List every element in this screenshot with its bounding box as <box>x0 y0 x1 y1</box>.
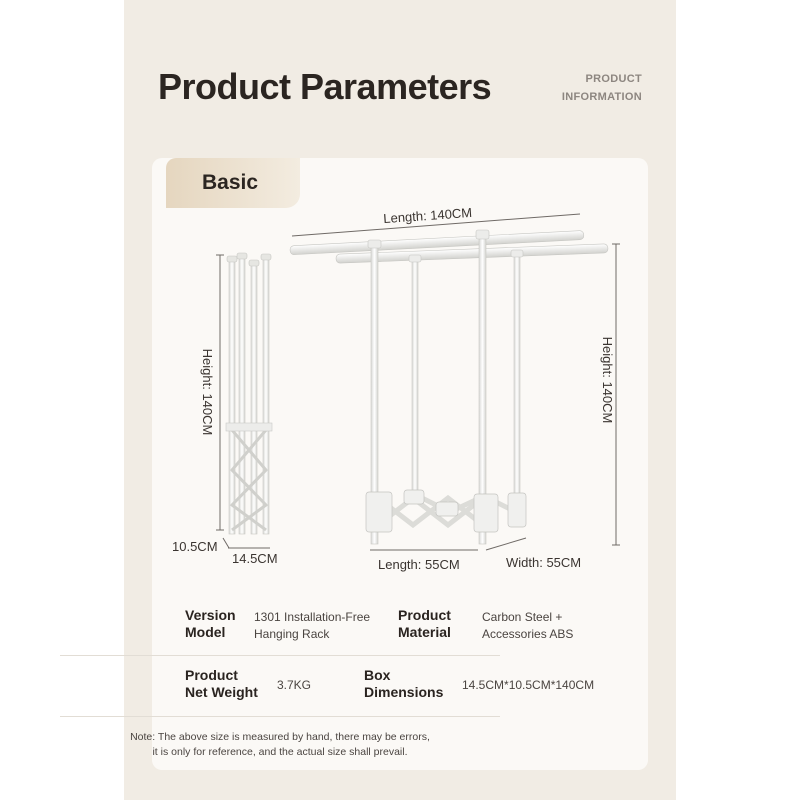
material-label-line-1: Product <box>398 607 451 623</box>
assembled-rack-illustration <box>290 205 620 572</box>
version-model-label <box>185 607 236 641</box>
material-value-line-2: Accessories ABS <box>482 627 574 641</box>
note-line-2: it is only for reference, and the actual size shall prevail. <box>152 746 408 758</box>
tab-basic-label: Basic <box>202 171 259 194</box>
subtitle-line-1: PRODUCT <box>585 73 642 85</box>
base-width-dimension-line <box>486 538 526 550</box>
material-value-line-1: Carbon Steel + <box>482 610 563 624</box>
measurement-note <box>60 730 500 760</box>
net-weight-label <box>185 667 258 701</box>
net-weight-label-line-1: Product <box>185 667 238 683</box>
folded-height-label: Height: 140CM <box>200 348 215 436</box>
box-dimensions-label <box>364 667 443 701</box>
version-model-value-line-1: 1301 Installation-Free <box>254 610 371 624</box>
net-weight-label-line-2: Net Weight <box>185 684 258 700</box>
subtitle-line-2: INFORMATION <box>561 91 642 103</box>
box-dimensions-label-line-2: Dimensions <box>364 684 444 700</box>
spec-divider <box>60 655 500 656</box>
folded-rack-illustration <box>172 253 278 566</box>
base-length-label: Length: 55CM <box>378 557 460 572</box>
material-label-line-2: Material <box>398 624 451 640</box>
material-label <box>398 607 451 641</box>
version-model-label-line-2: Model <box>185 624 226 640</box>
page-title: Product Parameters <box>158 66 492 107</box>
net-weight-value: 3.7KG <box>277 678 312 692</box>
spec-divider-bottom <box>60 716 500 717</box>
folded-width-label: 14.5CM <box>232 551 278 566</box>
version-model-value <box>254 609 370 643</box>
version-model-label-line-1: Version <box>185 607 236 623</box>
version-model-value-line-2: Hanging Rack <box>254 627 330 641</box>
box-dimensions-label-line-1: Box <box>364 667 391 683</box>
base-width-label: Width: 55CM <box>506 555 582 570</box>
material-value <box>482 609 573 643</box>
box-dimensions-value: 14.5CM*10.5CM*140CM <box>462 678 595 692</box>
folded-depth-label: 10.5CM <box>172 539 218 554</box>
note-line-1: Note: The above size is measured by hand, there may be errors, <box>130 731 430 743</box>
length-label-top: Length: 140CM <box>382 204 473 227</box>
height-label-right: Height: 140CM <box>600 336 615 424</box>
